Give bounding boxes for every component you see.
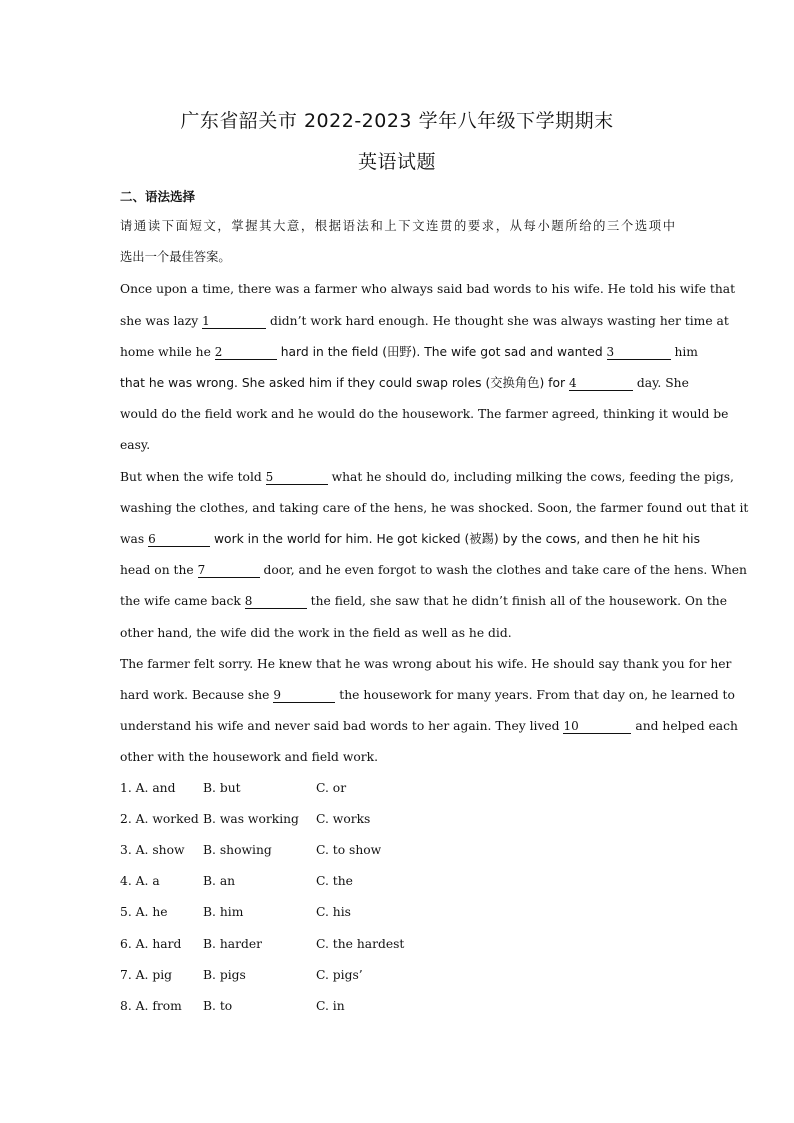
option-c: C. works: [316, 812, 371, 826]
option-a: 2. A. worked: [120, 812, 199, 826]
passage-text: head on the: [120, 563, 198, 577]
instruction-line: 请通读下面短文，掌握其大意，根据语法和上下文连贯的要求，从每小题所给的三个选项中: [120, 219, 675, 233]
passage-text: what he should do, including milking the cows, feeding the pigs,: [327, 470, 734, 484]
passage-text: hard work. Because she: [120, 688, 274, 702]
option-c: C. pigs’: [316, 968, 363, 982]
passage-line: The farmer felt sorry. He knew that he was wrong about his wife. He should say thank you for her: [120, 657, 732, 671]
option-a: 6. A. hard: [120, 937, 182, 951]
page-title: 广东省韶关市 2022-2023 学年八年级下学期期末: [180, 110, 614, 132]
answer-blank: 6: [148, 532, 210, 547]
option-b: B. pigs: [203, 968, 246, 982]
passage-text: the wife came back: [120, 594, 245, 608]
section-heading: 二、语法选择: [120, 189, 196, 204]
passage-line: other hand, the wife did the work in the field as well as he did.: [120, 626, 512, 640]
option-a: 4. A. a: [120, 874, 160, 888]
passage-text: the field, she saw that he didn’t finish all of the housework. On the: [306, 594, 727, 608]
passage-text: understand his wife and never said bad words to her again. They lived: [120, 719, 564, 733]
passage-text: work in the world for him. He got kicked (被踢) by the cows, and then he hit his: [210, 532, 700, 546]
passage-line: [120, 718, 738, 734]
passage-line: would do the field work and he would do the housework. The farmer agreed, thinking it would be: [120, 407, 729, 421]
option-c: C. in: [316, 999, 345, 1013]
option-b: B. harder: [203, 937, 263, 951]
option-a: 3. A. show: [120, 843, 185, 857]
option-a: 5. A. he: [120, 905, 168, 919]
passage-text: didn’t work hard enough. He thought she was always wasting her time at: [266, 314, 729, 328]
option-c: C. or: [316, 781, 347, 795]
passage-text: was: [120, 532, 149, 546]
passage-line: [120, 313, 729, 329]
passage-line: [120, 687, 735, 703]
passage-line: [120, 344, 698, 360]
option-a: 7. A. pig: [120, 968, 173, 982]
passage-line: [120, 593, 727, 609]
passage-text: and helped each: [631, 719, 738, 733]
passage-line: washing the clothes, and taking care of the hens, he was shocked. Soon, the farmer found out that it: [120, 501, 749, 515]
passage-line: other with the housework and field work.: [120, 750, 378, 764]
option-a: 8. A. from: [120, 999, 182, 1013]
passage-line: [120, 375, 689, 391]
option-c: C. the: [316, 874, 353, 888]
passage-text: him: [670, 345, 698, 359]
answer-blank: 8: [245, 594, 307, 609]
option-b: B. to: [203, 999, 233, 1013]
passage-text: home while he: [120, 345, 215, 359]
option-c: C. his: [316, 905, 351, 919]
option-a: 1. A. and: [120, 781, 176, 795]
passage-text: hard in the field (田野). The wife got sad and wanted: [276, 345, 607, 359]
passage-text: that he was wrong. She asked him if they could swap roles (交换角色) for: [120, 376, 569, 390]
answer-blank: 3: [607, 345, 671, 360]
option-b: B. him: [203, 905, 244, 919]
option-b: B. showing: [203, 843, 272, 857]
answer-blank: 1: [202, 314, 266, 329]
passage-text: But when the wife told: [120, 470, 266, 484]
page-subtitle: 英语试题: [357, 151, 436, 173]
passage-text: the housework for many years. From that day on, he learned to: [335, 688, 735, 702]
answer-blank: 9: [273, 688, 335, 703]
passage-text: door, and he even forgot to wash the clothes and take care of the hens. When: [259, 563, 747, 577]
answer-blank: 10: [563, 719, 631, 734]
passage-line: [120, 562, 747, 578]
passage-text: she was lazy: [120, 314, 203, 328]
passage-line: [120, 531, 700, 547]
answer-blank: 5: [266, 470, 328, 485]
option-b: B. an: [203, 874, 236, 888]
option-b: B. was working: [203, 812, 299, 826]
passage-line: Once upon a time, there was a farmer who always said bad words to his wife. He told his wife that: [120, 282, 736, 296]
option-c: C. the hardest: [316, 937, 405, 951]
instruction-line: 选出一个最佳答案。: [120, 250, 231, 264]
option-b: B. but: [203, 781, 241, 795]
passage-line: [120, 469, 734, 485]
answer-blank: 7: [198, 563, 260, 578]
answer-blank: 4: [569, 376, 633, 391]
answer-blank: 2: [215, 345, 277, 360]
passage-text: day. She: [632, 376, 689, 390]
passage-line: easy.: [120, 438, 151, 452]
option-c: C. to show: [316, 843, 382, 857]
